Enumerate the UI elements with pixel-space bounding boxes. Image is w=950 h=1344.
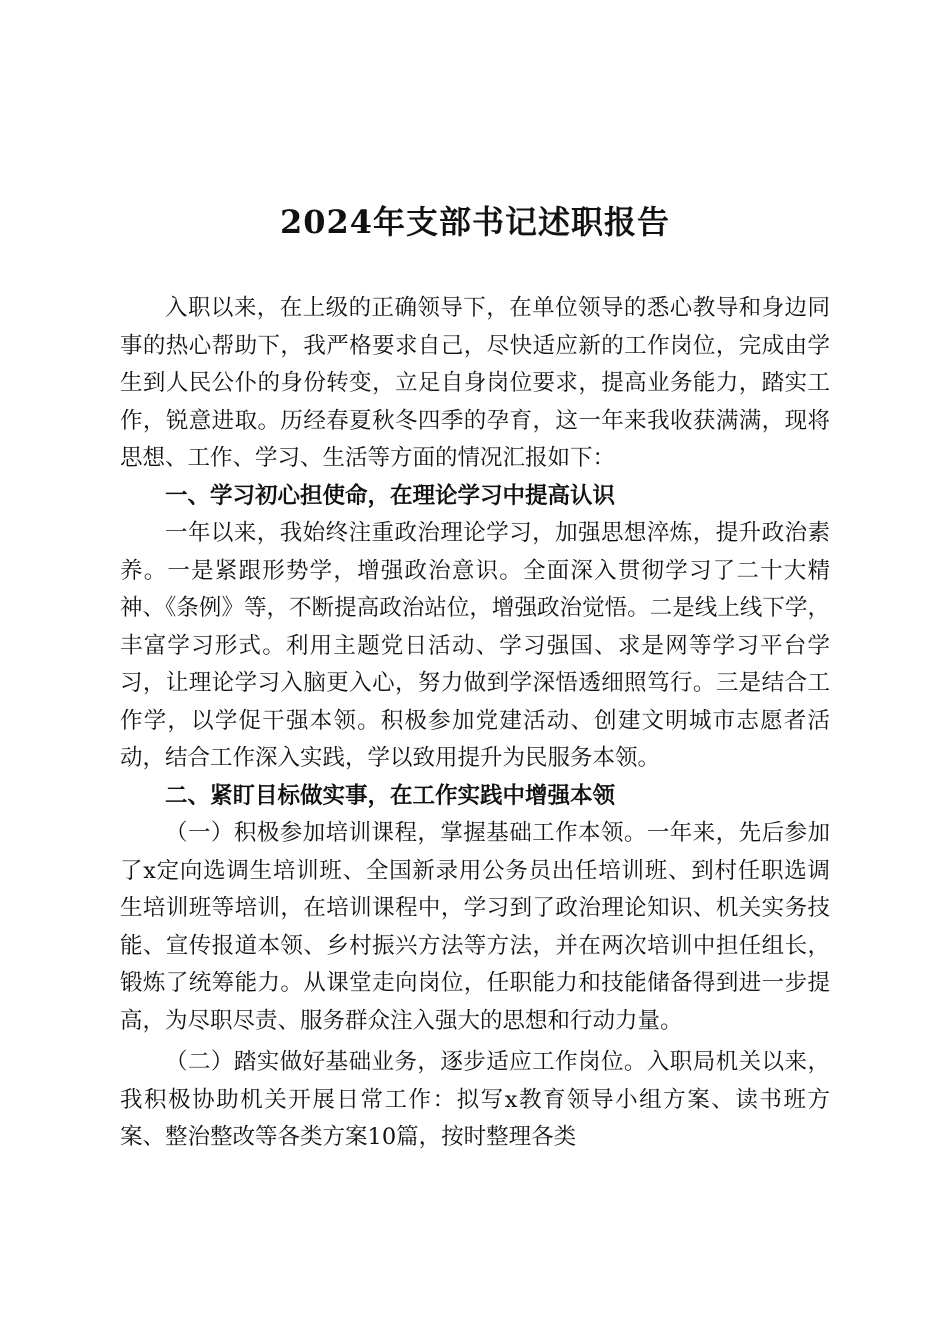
section-1-paragraph: 一年以来，我始终注重政治理论学习，加强思想淬炼，提升政治素养。一是紧跟形势学，增强政治意识。全面深入贯彻学习了二十大精神、《条例》等，不断提高政治站位，增强政治觉悟。二是线上线下学，丰富学习形式。利用主题党日活动、学习强国、求是网等学习平台学习，让理论学习入脑更入心，努力做到学深悟透细照笃行。三是结合工作学，以学促干强本领。积极参加党建活动、创建文明城市志愿者活动，结合工作深入实践，学以致用提升为民服务本领。 bbox=[120, 520, 830, 771]
section-1-heading: 一、学习初心担使命，在理论学习中提高认识 bbox=[165, 482, 616, 509]
document-title: 2024年支部书记述职报告 bbox=[279, 203, 671, 241]
intro-paragraph: 入职以来，在上级的正确领导下，在单位领导的悉心教导和身边同事的热心帮助下，我严格要求自己，尽快适应新的工作岗位，完成由学生到人民公仆的身份转变，立足自身岗位要求，提高业务能力，踏实工作，锐意进取。历经春夏秋冬四季的孕育，这一年来我收获满满，现将思想、工作、学习、生活等方面的情况汇报如下： bbox=[120, 295, 830, 471]
section-2-paragraph-2: （二）踏实做好基础业务，逐步适应工作岗位。入职局机关以来，我积极协助机关开展日常工作：拟写x教育领导小组方案、读书班方案、整治整改等各类方案10篇，按时整理各类 bbox=[120, 1049, 830, 1150]
section-2-paragraph-1: （一）积极参加培训课程，掌握基础工作本领。一年来，先后参加了x定向选调生培训班、全国新录用公务员出任培训班、到村任职选调生培训班等培训，在培训课程中，学习到了政治理论知识、机关实务技能、宣传报道本领、乡村振兴方法等方法，并在两次培训中担任组长，锻炼了统筹能力。从课堂走向岗位，任职能力和技能储备得到进一步提高，为尽职尽责、服务群众注入强大的思想和行动力量。 bbox=[120, 820, 830, 1034]
document-body bbox=[120, 290, 830, 1157]
section-2-heading: 二、紧盯目标做实事，在工作实践中增强本领 bbox=[165, 782, 616, 809]
